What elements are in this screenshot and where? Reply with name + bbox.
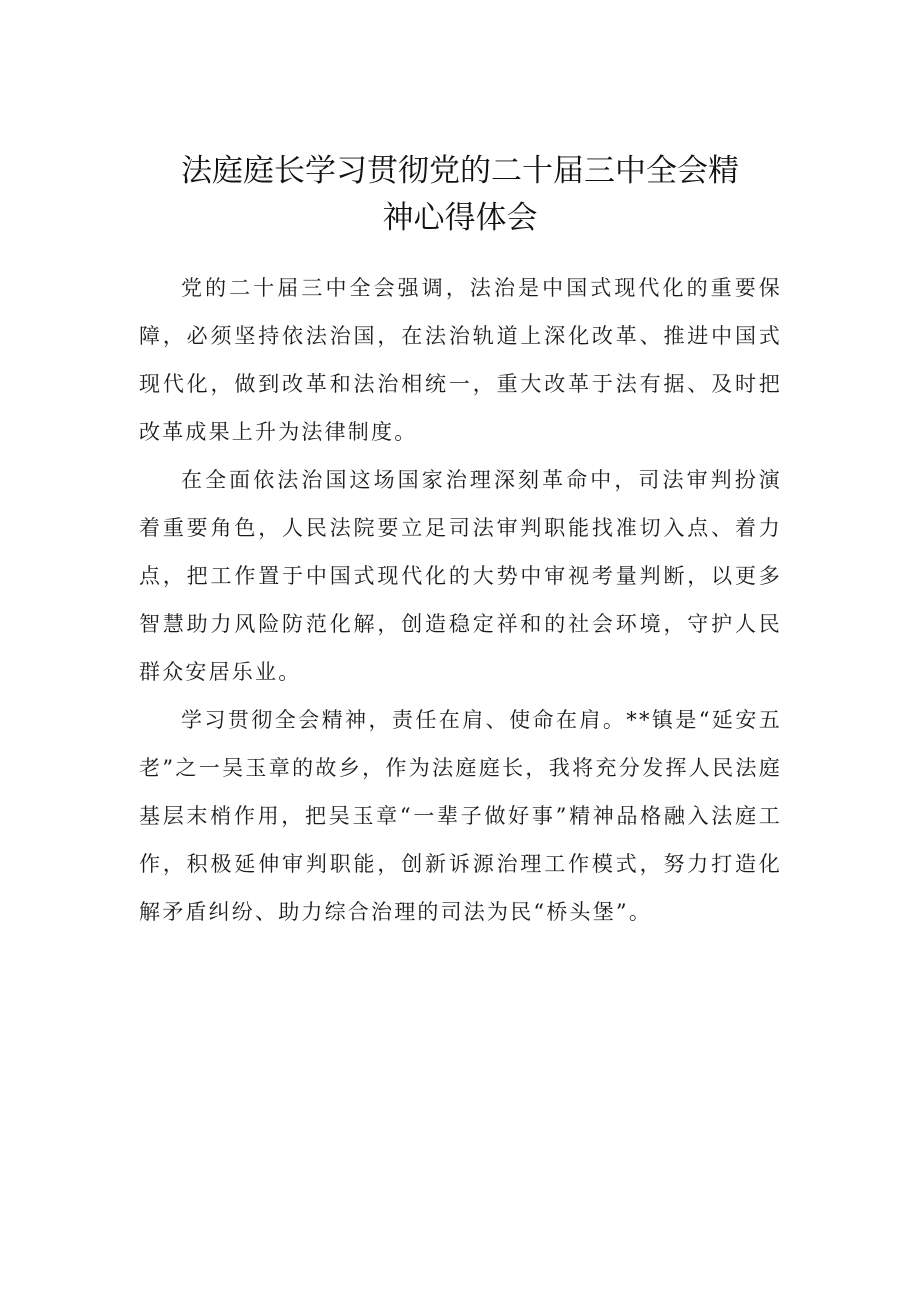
paragraph-1: 党的二十届三中全会强调，法治是中国式现代化的重要保障，必须坚持依法治国，在法治轨道上深化改革、推进中国式现代化，做到改革和法治相统一，重大改革于法有据、及时把改革成果上升为法律制度。 — [139, 276, 782, 444]
document-body — [139, 264, 782, 936]
title-line-1: 法庭庭长学习贯彻党的二十届三中全会精 — [181, 153, 739, 189]
title-line-2: 神心得体会 — [382, 200, 538, 236]
page-title — [130, 148, 790, 242]
paragraph-3: 学习贯彻全会精神，责任在肩、使命在肩。**镇是“延安五老”之一吴玉章的故乡，作为法庭庭长，我将充分发挥人民法庭基层末梢作用，把吴玉章“一辈子做好事”精神品格融入法庭工作，积极延伸审判职能，创新诉源治理工作模式，努力打造化解矛盾纠纷、助力综合治理的司法为民“桥头堡”。 — [139, 708, 782, 924]
paragraph-2: 在全面依法治国这场国家治理深刻革命中，司法审判扮演着重要角色，人民法院要立足司法审判职能找准切入点、着力点，把工作置于中国式现代化的大势中审视考量判断，以更多智慧助力风险防范化解，创造稳定祥和的社会环境，守护人民群众安居乐业。 — [139, 468, 782, 684]
